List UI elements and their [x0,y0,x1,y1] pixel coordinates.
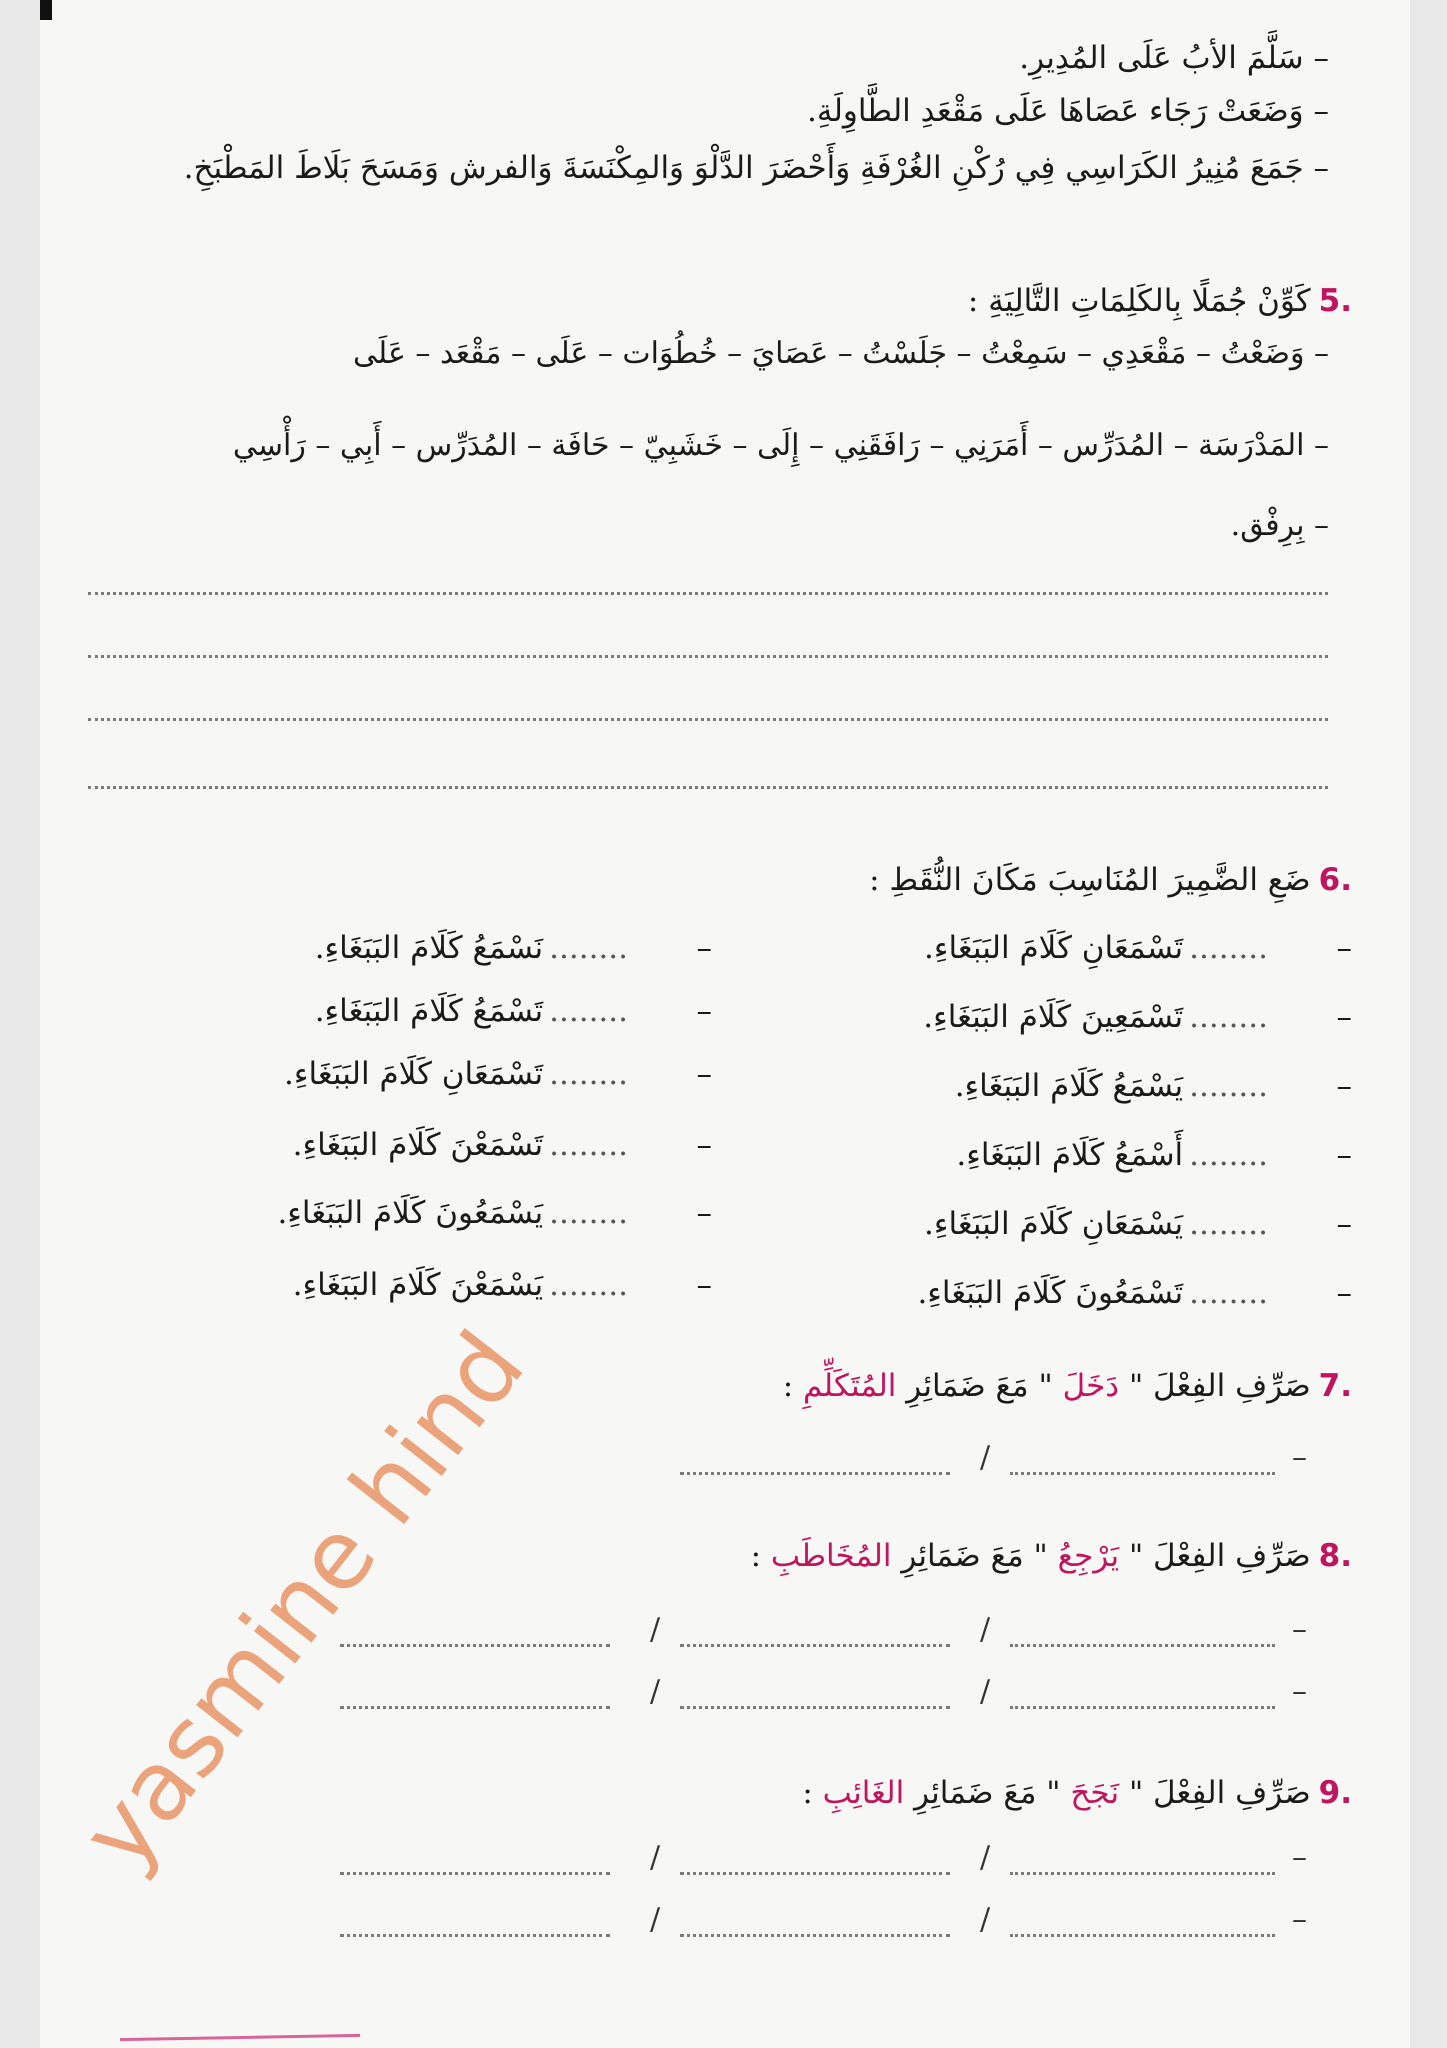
exercise-6-title: ضَعِ الضَّمِيرَ المُنَاسِبَ مَكَانَ النُّقَطِ : [869,862,1311,898]
conjugation-blank[interactable] [340,1706,610,1709]
conjugation-blank[interactable] [1010,1472,1275,1475]
conjugation-blank[interactable] [680,1644,950,1647]
blank-gap[interactable]: ........ [1189,930,1268,966]
conj-slash: / [980,1902,991,1937]
fill-item: –........تَسْمَعِينَ كَلَامَ البَبَغَاءِ. [923,999,1352,1035]
conj-slash: / [980,1440,991,1475]
exercise-6-heading [869,862,1352,898]
conj-slash: / [980,1840,991,1875]
conjugation-blank[interactable] [1010,1934,1275,1937]
exercise-8-pronoun-group: المُخَاطَبِ [770,1538,892,1574]
exercise-8-number: 8. [1318,1538,1352,1574]
conj-dash: – [1292,1612,1307,1647]
blank-gap[interactable]: ........ [549,1267,628,1303]
conj-slash: / [650,1612,661,1647]
exercise-6-left-column [112,930,712,1310]
blank-gap[interactable]: ........ [549,1195,628,1231]
blank-gap[interactable]: ........ [1189,1068,1268,1104]
answer-line[interactable] [88,655,1328,658]
conjugation-blank[interactable] [680,1706,950,1709]
blank-gap[interactable]: ........ [549,993,628,1029]
conjugation-blank[interactable] [1010,1644,1275,1647]
fill-item: –........تَسْمَعْنَ كَلَامَ البَبَغَاءِ. [292,1127,712,1163]
conjugation-blank[interactable] [340,1934,610,1937]
blank-gap[interactable]: ........ [1189,1137,1268,1173]
exercise-5-words-line-1: – وَضَعْتُ – مَقْعَدِي – سَمِعْتُ – جَلَسْتُ – عَصَايَ – خُطُوَات – عَلَى – مَقْعَد – عَلَى [353,336,1329,371]
fill-item: –........يَسْمَعَانِ كَلَامَ البَبَغَاءِ. [924,1206,1352,1242]
fill-item: –........تَسْمَعَانِ كَلَامَ البَبَغَاءِ. [924,930,1352,966]
answer-line[interactable] [88,592,1328,595]
fill-item: –........يَسْمَعُ كَلَامَ البَبَغَاءِ. [954,1068,1352,1104]
exercise-5-title: كَوِّنْ جُمَلًا بِالكَلِمَاتِ التَّالِيَةِ : [967,283,1311,319]
conjugation-blank[interactable] [340,1872,610,1875]
blank-gap[interactable]: ........ [549,930,628,966]
exercise-7-heading: 7.صَرِّفِ الفِعْلَ " دَخَلَ " مَعَ ضَمَائِرِ المُتَكَلِّمِ : [782,1368,1352,1404]
exercise-5-heading [968,283,1352,319]
conjugation-blank[interactable] [680,1934,950,1937]
exercise-9-heading: 9.صَرِّفِ الفِعْلَ " نَجَحَ " مَعَ ضَمَائِرِ الغَائِبِ : [802,1775,1352,1811]
conj-dash: – [1292,1840,1307,1875]
conj-slash: / [980,1612,991,1647]
fill-item: –........تَسْمَعُونَ كَلَامَ البَبَغَاءِ. [917,1275,1352,1311]
exercise-5-words-line-3: – بِرِفْق. [1230,508,1329,543]
exercise-9-pronoun-group: الغَائِبِ [822,1775,905,1811]
blank-gap[interactable]: ........ [1189,1206,1268,1242]
sentence-1: – سَلَّمَ الأبُ عَلَى المُدِيرِ. [1019,40,1329,76]
conjugation-blank[interactable] [1010,1872,1275,1875]
conj-dash: – [1292,1440,1307,1475]
conjugation-blank[interactable] [680,1872,950,1875]
exercise-7-pronoun-group: المُتَكَلِّمِ [803,1368,897,1404]
conj-dash: – [1292,1674,1307,1709]
exercise-7-number: 7. [1318,1368,1352,1404]
conjugation-blank[interactable] [340,1644,610,1647]
fill-item: –........تَسْمَعُ كَلَامَ البَبَغَاءِ. [314,993,712,1029]
fill-item: –........يَسْمَعُونَ كَلَامَ البَبَغَاءِ. [277,1195,712,1231]
exercise-6-right-column [732,930,1352,1310]
exercise-5-words-line-2: – المَدْرَسَة – المُدَرِّس – أَمَرَنِي – رَافَقَنِي – إِلَى – خَشَبِيّ – حَافَة – المُدَرِّس – أَبِي – رَأْسِي [232,428,1329,463]
exercise-8-heading: 8.صَرِّفِ الفِعْلَ " يَرْجِعُ " مَعَ ضَمَائِرِ المُخَاطَبِ : [750,1538,1352,1574]
sentence-3: – جَمَعَ مُنِيرُ الكَرَاسِي فِي رُكْنِ الغُرْفَةِ وَأَحْضَرَ الدَّلْوَ وَالمِكْنَسَةَ وَالفرش وَمَسَحَ بَلَاطَ المَطْبَخِ. [183,150,1329,186]
fill-item: –........نَسْمَعُ كَلَامَ البَبَغَاءِ. [314,930,712,966]
conj-slash: / [980,1674,991,1709]
conj-dash: – [1292,1902,1307,1937]
exercise-6-number: 6. [1318,862,1352,898]
sentence-2: – وَضَعَتْ رَجَاء عَصَاهَا عَلَى مَقْعَدِ الطَّاوِلَةِ. [806,93,1329,129]
fill-item: –........تَسْمَعَانِ كَلَامَ البَبَغَاءِ. [284,1056,712,1092]
blank-gap[interactable]: ........ [549,1127,628,1163]
conj-slash: / [650,1902,661,1937]
conjugation-blank[interactable] [1010,1706,1275,1709]
conj-slash: / [650,1840,661,1875]
exercise-9-verb: نَجَحَ [1070,1775,1120,1811]
exercise-7-verb: دَخَلَ [1062,1368,1120,1404]
exercise-5-number: 5. [1318,283,1352,319]
conjugation-blank[interactable] [680,1472,950,1475]
watermark-text: yasmine hind [60,1311,546,1889]
exercise-9-number: 9. [1318,1775,1352,1811]
blank-gap[interactable]: ........ [1189,1275,1268,1311]
blank-gap[interactable]: ........ [549,1056,628,1092]
fill-item: –........يَسْمَعْنَ كَلَامَ البَبَغَاءِ. [292,1267,712,1303]
scan-corner-mark [40,0,52,20]
conj-slash: / [650,1674,661,1709]
answer-line[interactable] [88,718,1328,721]
exercise-8-verb: يَرْجِعُ [1057,1538,1120,1574]
blank-gap[interactable]: ........ [1189,999,1268,1035]
fill-item: –........أَسْمَعُ كَلَامَ البَبَغَاءِ. [956,1137,1352,1173]
answer-line[interactable] [88,786,1328,789]
